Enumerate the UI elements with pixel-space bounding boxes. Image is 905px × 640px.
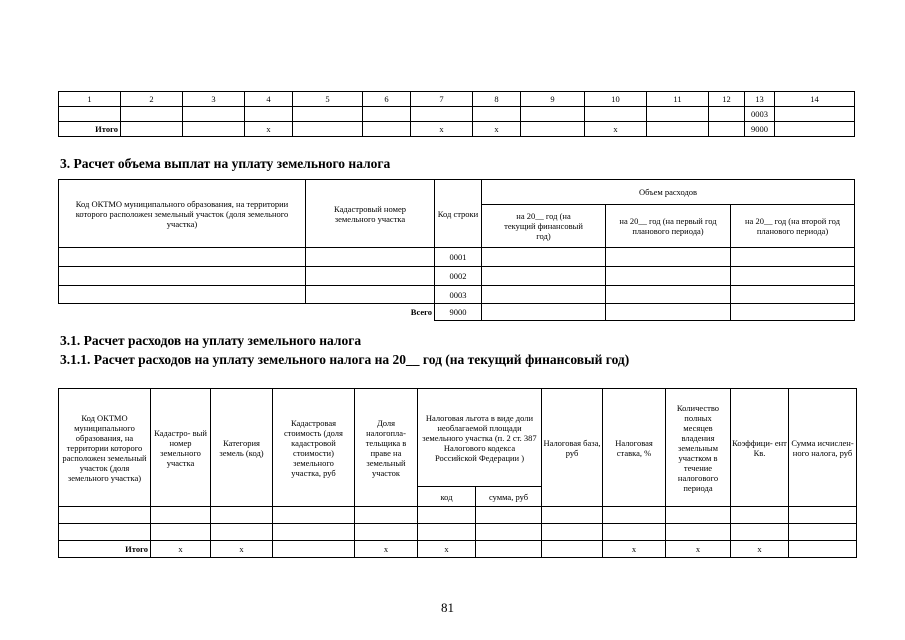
cell[interactable] <box>789 541 857 558</box>
col-number: 11 <box>647 92 709 107</box>
cell[interactable] <box>731 267 855 286</box>
cell[interactable] <box>775 122 855 137</box>
col-number: 8 <box>473 92 521 107</box>
x-mark: x <box>603 541 666 558</box>
cell[interactable] <box>731 524 789 541</box>
x-mark: x <box>666 541 731 558</box>
col-number: 10 <box>585 92 647 107</box>
col-base-header: Налоговая база, руб <box>542 389 603 507</box>
cell[interactable] <box>542 541 603 558</box>
total-label: Всего <box>59 304 435 321</box>
col-number: 7 <box>411 92 473 107</box>
cell[interactable] <box>731 248 855 267</box>
cell[interactable] <box>542 524 603 541</box>
section-3-title: 3. Расчет объема выплат на уплату земельного налога <box>60 156 391 171</box>
col-cadastral-header: Кадастровый номер земельного участка <box>306 180 435 248</box>
col-cadastral-header: Кадастро- вый номер земельного участка <box>151 389 211 507</box>
table-row <box>59 267 855 286</box>
col-benefit-header: Налоговая льгота в виде доли необлагаемой площади земельного участка (п. 2 ст. 387 Налогового кодекса Российской Федерации ) <box>418 389 542 487</box>
column-number-row <box>59 92 855 107</box>
cell[interactable] <box>151 524 211 541</box>
col-value-header: Кадастровая стоимость (доля кадастровой стоимости) земельного участка, руб <box>273 389 355 507</box>
cell[interactable] <box>731 286 855 304</box>
col-category-header: Категория земель (код) <box>211 389 273 507</box>
cell[interactable] <box>606 248 731 267</box>
col-volume-header: Объем расходов <box>482 180 855 205</box>
cell[interactable] <box>603 507 666 524</box>
col-number: 13 <box>745 92 775 107</box>
cell[interactable] <box>355 507 418 524</box>
cell[interactable] <box>306 267 435 286</box>
total-row <box>59 541 857 558</box>
cell[interactable] <box>293 122 363 137</box>
cell[interactable] <box>789 507 857 524</box>
cell[interactable] <box>59 248 306 267</box>
cell[interactable] <box>585 107 647 122</box>
col-number: 5 <box>293 92 363 107</box>
section-3-1-title: 3.1. Расчет расходов на уплату земельного налога <box>60 333 362 348</box>
col-benefit-code-header: код <box>418 487 476 507</box>
cell[interactable] <box>666 507 731 524</box>
cell[interactable] <box>482 286 606 304</box>
cell[interactable] <box>355 524 418 541</box>
col-code-header: Код строки <box>435 180 482 248</box>
x-mark: x <box>211 541 273 558</box>
continuation-table <box>58 91 855 137</box>
table-row <box>59 286 855 304</box>
cell[interactable] <box>731 304 855 321</box>
cell[interactable] <box>59 286 306 304</box>
cell[interactable] <box>606 304 731 321</box>
table-row <box>59 524 857 541</box>
col-year1-header: на 20__ год (на текущий финансовый год) <box>482 205 606 248</box>
col-months-header: Количество полных месяцев владения земельным участком в течение налогового периода <box>666 389 731 507</box>
cell[interactable] <box>363 107 411 122</box>
cell[interactable] <box>647 107 709 122</box>
cell[interactable] <box>59 267 306 286</box>
cell[interactable] <box>306 248 435 267</box>
row-code: 0003 <box>745 107 775 122</box>
col-benefit-sum-header: сумма, руб <box>476 487 542 507</box>
x-mark: x <box>411 122 473 137</box>
cell[interactable] <box>775 107 855 122</box>
table-row <box>59 107 855 122</box>
col-rate-header: Налоговая ставка, % <box>603 389 666 507</box>
x-mark: x <box>418 541 476 558</box>
cell[interactable] <box>151 507 211 524</box>
x-mark: x <box>585 122 647 137</box>
col-oktmo-header: Код ОКТМО муниципального образования, на территории которого расположен земельный участок (доля земельного участка) <box>59 389 151 507</box>
cell[interactable] <box>709 122 745 137</box>
x-mark: x <box>245 122 293 137</box>
cell[interactable] <box>476 541 542 558</box>
table-row <box>59 507 857 524</box>
row-code: 0003 <box>435 286 482 304</box>
cell[interactable] <box>411 107 473 122</box>
cell[interactable] <box>647 122 709 137</box>
col-year2-header: на 20__ год (на первый год планового периода) <box>606 205 731 248</box>
cell[interactable] <box>542 507 603 524</box>
x-mark: x <box>473 122 521 137</box>
col-number: 14 <box>775 92 855 107</box>
cell[interactable] <box>476 524 542 541</box>
cell[interactable] <box>603 524 666 541</box>
total-row <box>59 122 855 137</box>
cell[interactable] <box>521 122 585 137</box>
cell[interactable] <box>211 524 273 541</box>
col-number: 9 <box>521 92 585 107</box>
cell[interactable] <box>183 107 245 122</box>
land-tax-calc-table <box>58 388 857 558</box>
cell[interactable] <box>306 286 435 304</box>
row-code: 0002 <box>435 267 482 286</box>
col-coef-header: Коэффици- ент Кв. <box>731 389 789 507</box>
x-mark: x <box>151 541 211 558</box>
row-code: 0001 <box>435 248 482 267</box>
cell[interactable] <box>482 267 606 286</box>
x-mark: x <box>355 541 418 558</box>
cell[interactable] <box>363 122 411 137</box>
cell[interactable] <box>418 507 476 524</box>
col-number: 6 <box>363 92 411 107</box>
cell[interactable] <box>606 267 731 286</box>
cell[interactable] <box>293 107 363 122</box>
x-mark: x <box>731 541 789 558</box>
col-number: 2 <box>121 92 183 107</box>
col-share-header: Доля налогопла- тельщика в праве на земельный участок <box>355 389 418 507</box>
table-row <box>59 248 855 267</box>
cell[interactable] <box>245 107 293 122</box>
cell[interactable] <box>606 286 731 304</box>
col-number: 1 <box>59 92 121 107</box>
cell[interactable] <box>482 248 606 267</box>
col-oktmo-header: Код ОКТМО муниципального образования, на территории которого расположен земельный участок (доля земельного участка) <box>59 180 306 248</box>
total-label: Итого <box>59 122 121 137</box>
cell[interactable] <box>59 507 151 524</box>
col-number: 3 <box>183 92 245 107</box>
cell[interactable] <box>183 122 245 137</box>
cell[interactable] <box>121 107 183 122</box>
col-year3-header: на 20__ год (на второй год планового периода) <box>731 205 855 248</box>
total-code: 9000 <box>745 122 775 137</box>
payments-volume-table <box>58 179 855 321</box>
cell[interactable] <box>476 507 542 524</box>
cell[interactable] <box>121 122 183 137</box>
col-number: 12 <box>709 92 745 107</box>
cell[interactable] <box>418 524 476 541</box>
cell[interactable] <box>482 304 606 321</box>
cell[interactable] <box>273 524 355 541</box>
cell[interactable] <box>789 524 857 541</box>
cell[interactable] <box>521 107 585 122</box>
section-3-1-1-title: 3.1.1. Расчет расходов на уплату земельного налога на 20__ год (на текущий финансовый год) <box>60 352 630 367</box>
cell[interactable] <box>211 507 273 524</box>
total-label: Итого <box>59 541 151 558</box>
cell[interactable] <box>731 507 789 524</box>
cell[interactable] <box>666 524 731 541</box>
total-code: 9000 <box>435 304 482 321</box>
col-number: 4 <box>245 92 293 107</box>
total-row <box>59 304 855 321</box>
cell[interactable] <box>273 541 355 558</box>
cell[interactable] <box>709 107 745 122</box>
col-tax-header: Сумма исчислен- ного налога, руб <box>789 389 857 507</box>
cell[interactable] <box>473 107 521 122</box>
cell[interactable] <box>59 107 121 122</box>
cell[interactable] <box>59 524 151 541</box>
cell[interactable] <box>273 507 355 524</box>
page-number: 81 <box>441 600 454 615</box>
